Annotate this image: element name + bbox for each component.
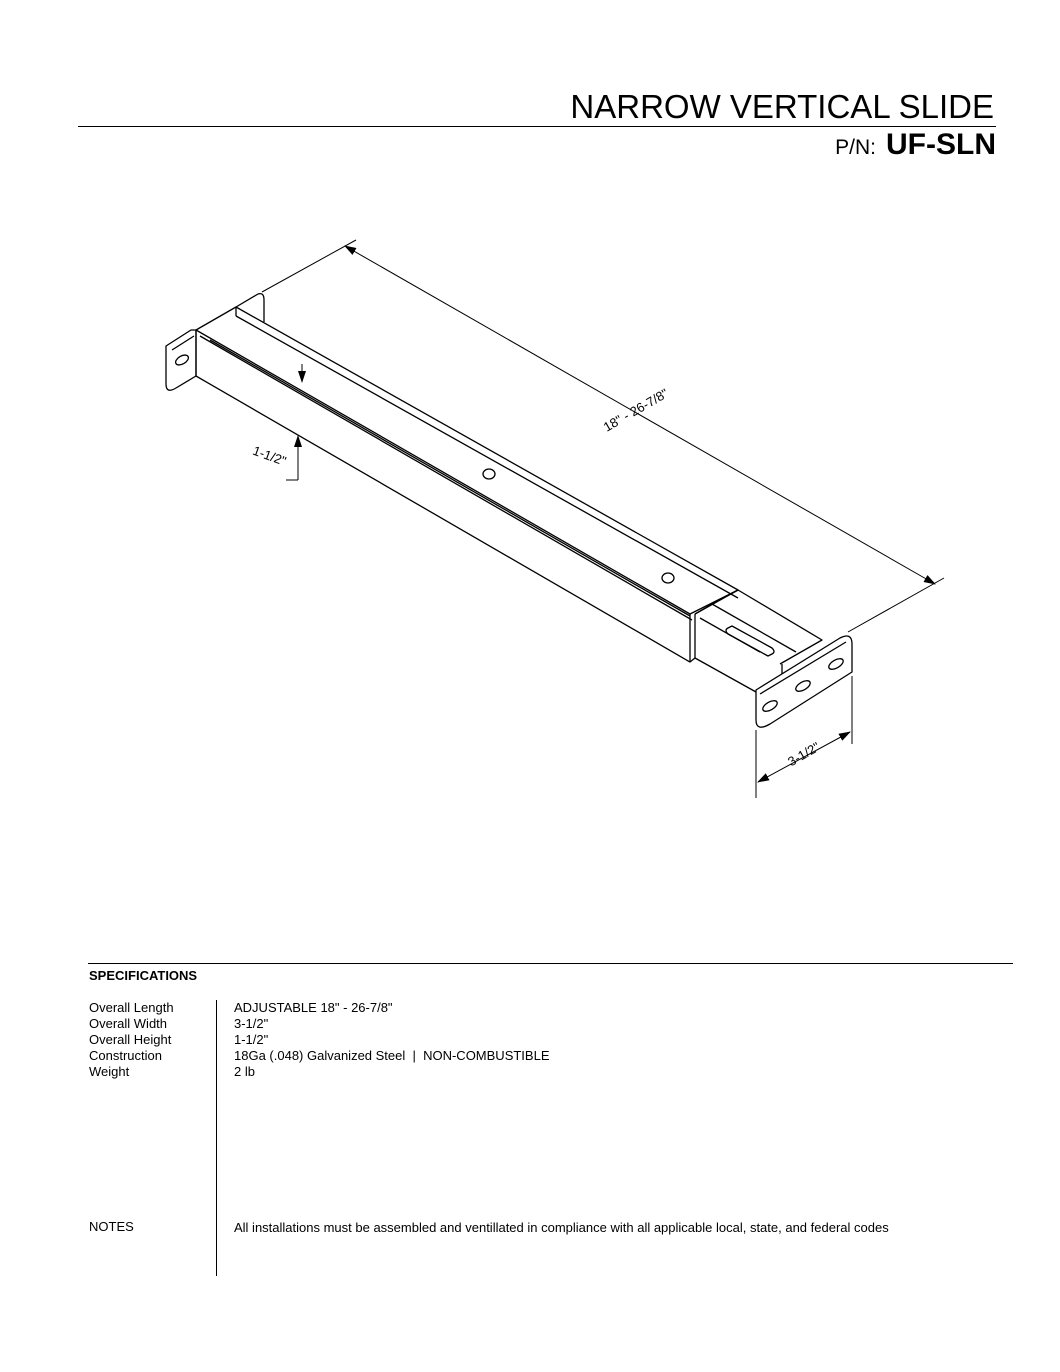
spec-labels	[89, 1000, 174, 1080]
dim-height-label: 1-1/2"	[250, 442, 289, 469]
outer-channel	[196, 307, 738, 662]
left-flange	[166, 330, 196, 390]
part-number-value: UF-SLN	[886, 128, 996, 161]
spec-label-construction: Construction	[89, 1048, 162, 1063]
part-number-label: P/N:	[835, 136, 877, 159]
top-hole-2	[662, 573, 674, 583]
dim-length-label: 18" - 26-7/8"	[600, 385, 671, 435]
document-title: NARROW VERTICAL SLIDE	[570, 88, 994, 125]
height-dimension	[286, 364, 302, 480]
column-divider	[216, 1000, 217, 1276]
notes-text: All installations must be assembled and ventillated in compliance with all applicable local, state, and federal codes	[234, 1220, 889, 1235]
spec-value-weight: 2 lb	[234, 1064, 255, 1079]
top-hole-1	[483, 469, 495, 479]
dim-width-label: 3-1/2"	[785, 739, 823, 770]
spec-label-height: Overall Height	[89, 1032, 172, 1047]
spec-value-construction: 18Ga (.048) Galvanized Steel | NON-COMBUSTIBLE	[234, 1048, 550, 1063]
spec-label-width: Overall Width	[89, 1016, 168, 1031]
spec-value-length: ADJUSTABLE 18" - 26-7/8"	[234, 1000, 393, 1015]
specifications-rule	[88, 963, 1013, 964]
notes-label: NOTES	[89, 1219, 134, 1234]
spec-value-height: 1-1/2"	[234, 1032, 269, 1047]
spec-values	[234, 1000, 550, 1080]
spec-value-width: 3-1/2"	[234, 1016, 269, 1031]
spec-label-weight: Weight	[89, 1064, 130, 1079]
spec-label-length: Overall Length	[89, 1000, 174, 1015]
specifications-heading: SPECIFICATIONS	[89, 968, 198, 983]
length-dimension	[262, 240, 944, 632]
